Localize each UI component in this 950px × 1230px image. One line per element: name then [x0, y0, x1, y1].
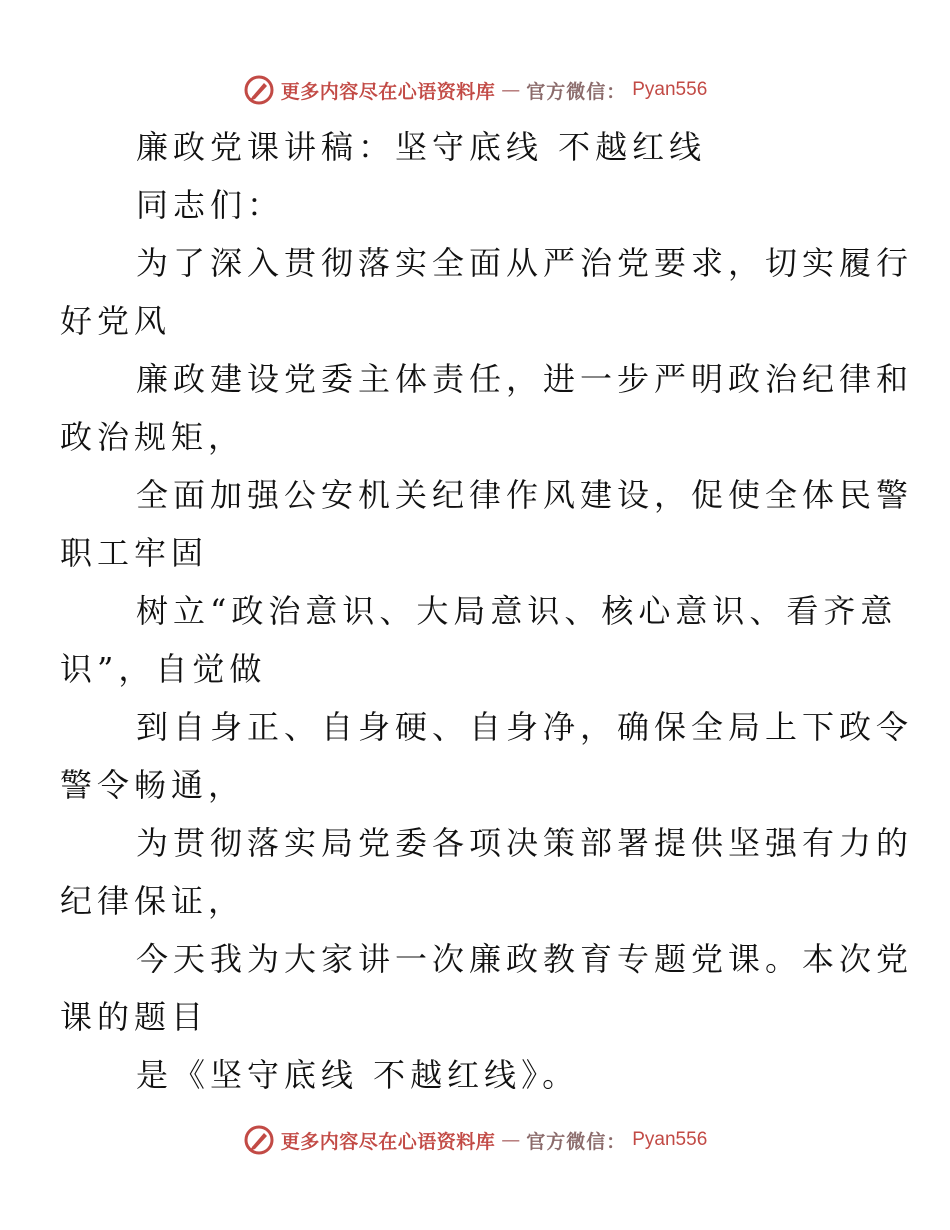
watermark-label: 官方微信： — [526, 1130, 627, 1153]
paragraph-line: 纪律保证， — [60, 882, 246, 920]
paragraph-line: 好党风 — [60, 302, 172, 340]
paragraph-line: 今天我为大家讲一次廉政教育专题党课。本次党 — [136, 940, 914, 978]
watermark-brand: 更多内容尽在心语资料库 — [280, 80, 496, 103]
document-body — [60, 118, 914, 1104]
paragraph-2 — [60, 350, 914, 466]
pen-nib-circle-logo-icon — [243, 1124, 275, 1156]
watermark-brand: 更多内容尽在心语资料库 — [280, 1130, 496, 1153]
paragraph-4 — [60, 582, 898, 698]
paragraph-line: 为了深入贯彻落实全面从严治党要求，切实履行 — [136, 244, 914, 282]
paragraph-line: 识”，自觉做 — [60, 650, 267, 688]
watermark-wechat-id: Pyan556 — [632, 79, 708, 100]
paragraph-line: 到自身正、自身硬、自身净，确保全局上下政令 — [136, 708, 914, 746]
paragraph-5 — [60, 698, 914, 814]
paragraph-3 — [60, 466, 914, 582]
paragraph-line: 警令畅通， — [60, 766, 246, 804]
closing-line: 是《坚守底线 不越红线》。 — [136, 1056, 580, 1094]
paragraph-6 — [60, 814, 914, 930]
watermark-separator: — — [501, 79, 521, 101]
document-title: 廉政党课讲稿：坚守底线 不越红线 — [136, 128, 707, 166]
paragraph-line: 全面加强公安机关纪律作风建设，促使全体民警 — [136, 476, 914, 514]
footer-watermark — [0, 1122, 950, 1158]
watermark-separator: — — [501, 1129, 521, 1151]
paragraph-line: 政治规矩， — [60, 418, 246, 456]
paragraph-line: 为贯彻落实局党委各项决策部署提供坚强有力的 — [136, 824, 914, 862]
paragraph-line: 树立“政治意识、大局意识、核心意识、看齐意 — [136, 592, 898, 630]
paragraph-line: 职工牢固 — [60, 534, 209, 572]
watermark-label: 官方微信： — [526, 80, 627, 103]
watermark-wechat-id: Pyan556 — [632, 1129, 708, 1150]
greeting: 同志们： — [136, 186, 285, 224]
header-watermark — [0, 72, 950, 108]
paragraph-1 — [60, 234, 914, 350]
paragraph-7 — [60, 930, 914, 1046]
paragraph-line: 课的题目 — [60, 998, 209, 1036]
paragraph-line: 廉政建设党委主体责任，进一步严明政治纪律和 — [136, 360, 914, 398]
pen-nib-circle-logo-icon — [243, 74, 275, 106]
